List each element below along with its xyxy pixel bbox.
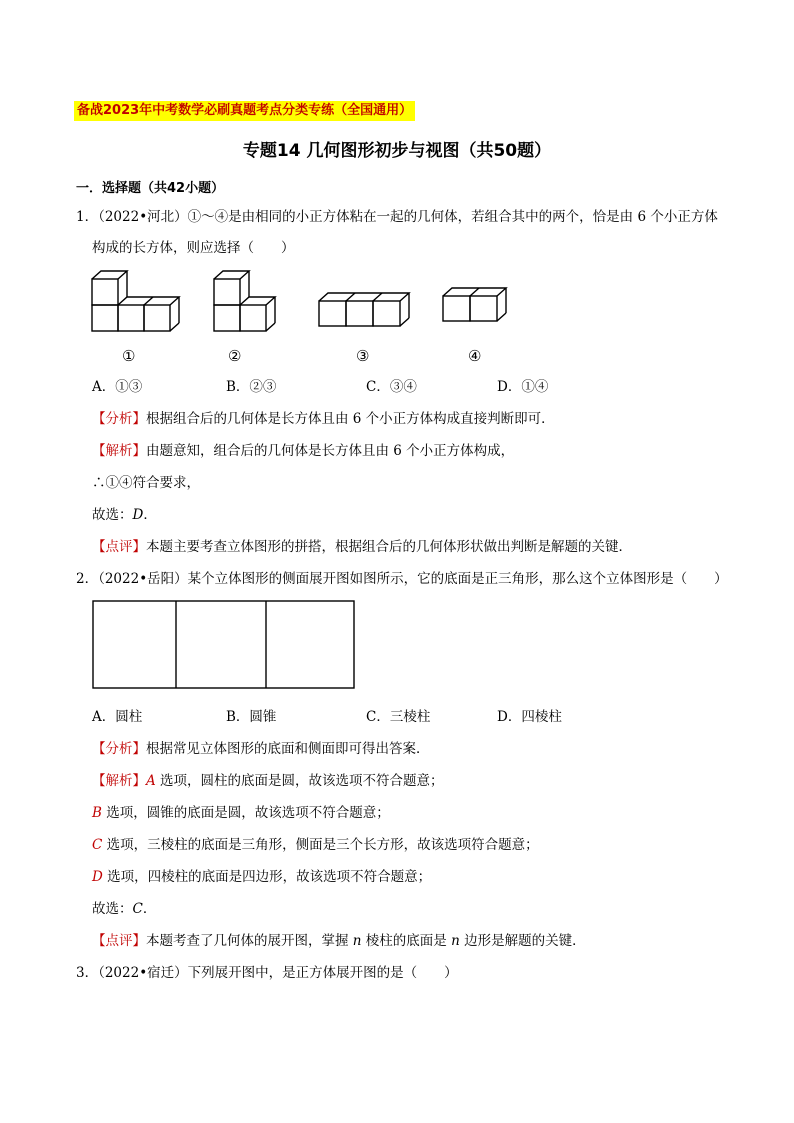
comment-text: 边形是解题的关键．: [459, 933, 586, 949]
comment-text: 本题考查了几何体的展开图，掌握: [146, 933, 353, 949]
answer-suffix: ．: [142, 901, 157, 917]
answer-prefix: 故选：: [92, 901, 133, 917]
q1-figure-2: [214, 278, 284, 338]
comment-var: n: [451, 933, 460, 949]
option-letter: B: [92, 805, 102, 821]
answer-letter: D: [132, 507, 144, 523]
comment-text: 本题主要考查立体图形的拼搭，根据组合后的几何体形状做出判断是解题的关键．: [146, 539, 632, 555]
q1-option-c: C．③④: [366, 379, 417, 395]
q2-analysis: [92, 740, 430, 758]
q1-option-b: B．②③: [226, 379, 277, 395]
q1-option-a: A．①③: [92, 379, 143, 395]
q1-figure-1: [92, 278, 192, 338]
solution-text: 由题意知，组合后的几何体是长方体且由 6 个小正方体构成，: [146, 443, 515, 459]
q2-answer: [92, 900, 156, 918]
q2-solution-c: [92, 836, 539, 854]
q2-option-a: A．圆柱: [92, 709, 143, 725]
solution-text: 选项，三棱柱的底面是三角形，侧面是三个长方形，故该选项符合题意；: [102, 837, 539, 853]
q3-stem: 3．（2022•宿迁）下列展开图中，是正方体展开图的是（ ）: [76, 965, 458, 981]
solution-text: 选项，四棱柱的底面是四边形，故该选项不符合题意；: [102, 869, 432, 885]
q1-figure-label-2: ②: [228, 347, 242, 365]
q1-analysis: [92, 410, 555, 428]
option-letter: A: [146, 773, 156, 789]
q1-solution: [92, 442, 514, 460]
analysis-text: 根据常见立体图形的底面和侧面即可得出答案．: [146, 741, 430, 757]
comment-text: 棱柱的底面是: [361, 933, 452, 949]
q2-solution-d: [92, 868, 431, 886]
analysis-tag: 【分析】: [92, 741, 146, 757]
q1-solution-line2: ∴①④符合要求，: [92, 475, 200, 491]
answer-prefix: 故选：: [92, 507, 133, 523]
q2-net-figure: [92, 600, 356, 690]
q1-comment: [92, 538, 632, 556]
comment-var: n: [352, 933, 362, 949]
option-letter: C: [92, 837, 103, 853]
answer-suffix: ．: [143, 507, 157, 523]
q1-figure-label-3: ③: [356, 347, 370, 365]
series-banner: 备战2023年中考数学必刷真题考点分类专练（全国通用）: [74, 101, 415, 121]
q2-solution-a: [92, 772, 444, 790]
q1-figure-3: [319, 293, 419, 333]
answer-letter: C: [132, 901, 143, 917]
q1-figure-label-1: ①: [122, 347, 136, 365]
solution-tag: 【解析】: [92, 773, 146, 789]
analysis-tag: 【分析】: [92, 411, 146, 427]
q1-stem-line1: 1．（2022•河北）①～④是由相同的小正方体粘在一起的几何体，若组合其中的两个，恰是由 6 个小正方体: [76, 209, 718, 225]
q2-stem: 2．（2022•岳阳）某个立体图形的侧面展开图如图所示，它的底面是正三角形，那么这个立体图形是（ ）: [76, 571, 728, 587]
page-title: 专题14 几何图形初步与视图（共50题）: [242, 141, 552, 161]
option-letter: D: [92, 869, 103, 885]
q2-option-b: B．圆锥: [226, 709, 277, 725]
analysis-text: 根据组合后的几何体是长方体且由 6 个小正方体构成直接判断即可．: [146, 411, 555, 427]
q1-figure-4: [443, 288, 513, 328]
q2-option-d: D．四棱柱: [497, 709, 562, 725]
solution-text: 选项，圆锥的底面是圆，故该选项不符合题意；: [101, 805, 390, 821]
q1-option-d: D．①④: [497, 379, 549, 395]
solution-tag: 【解析】: [92, 443, 146, 459]
q2-comment: [92, 932, 586, 950]
section-heading: 一．选择题（共42小题）: [76, 181, 225, 196]
q1-answer: [92, 506, 157, 524]
comment-tag: 【点评】: [92, 539, 146, 555]
q2-option-c: C．三棱柱: [366, 709, 431, 725]
q2-solution-b: [92, 804, 390, 822]
q1-figure-label-4: ④: [468, 347, 482, 365]
q1-stem-line2: 构成的长方体，则应选择（ ）: [92, 240, 295, 256]
solution-text: 选项，圆柱的底面是圆，故该选项不符合题意；: [155, 773, 444, 789]
comment-tag: 【点评】: [92, 933, 146, 949]
